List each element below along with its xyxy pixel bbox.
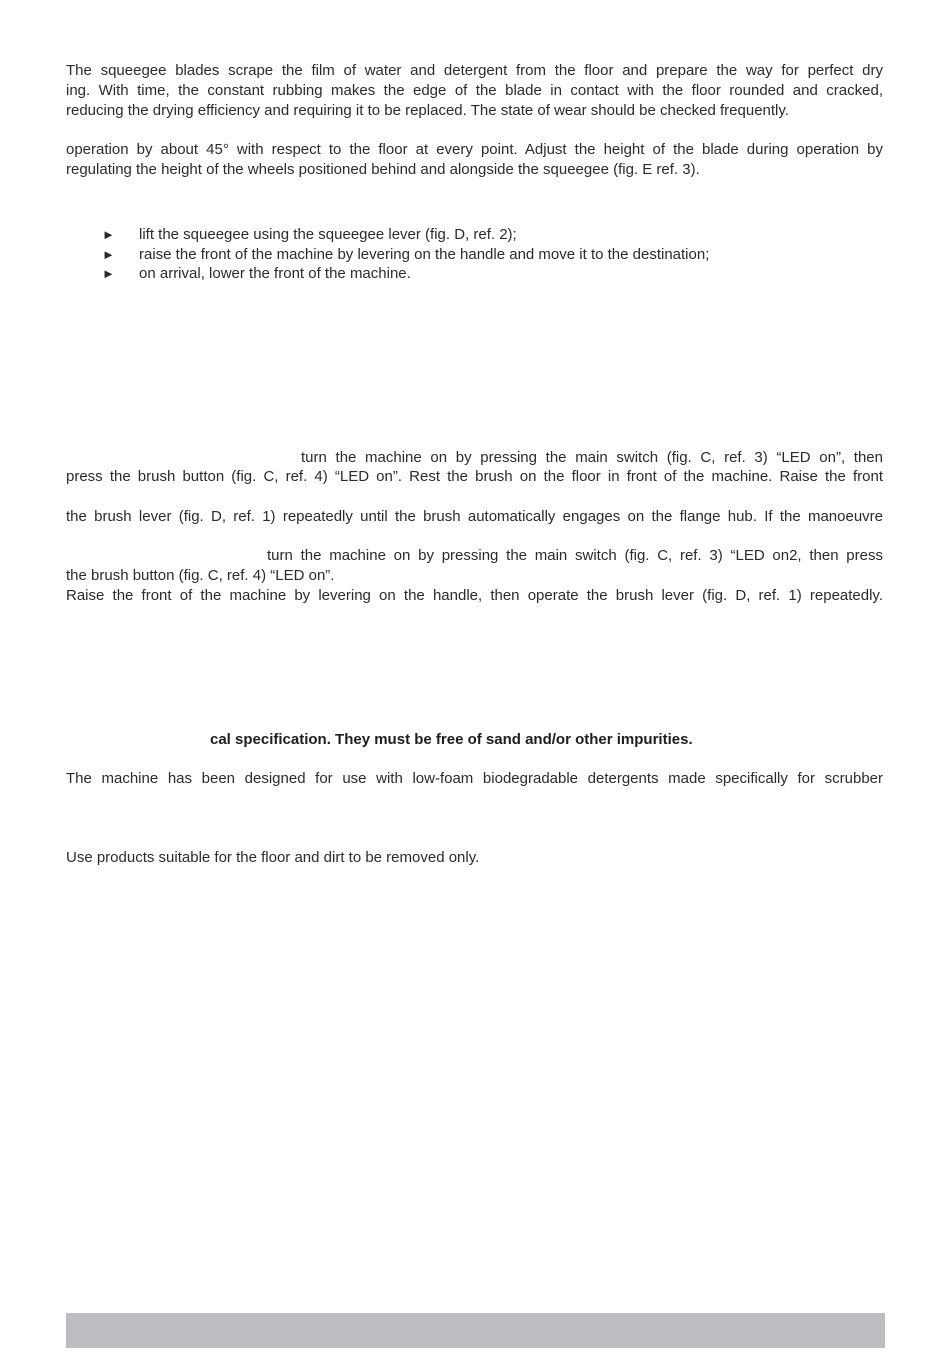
text-line: operation by about 45° with respect to the floor at every point. Adjust the height of the blade during operation by [66,141,883,158]
text-line: press the brush button (fig. C, ref. 4) “LED on”. Rest the brush on the floor in front of the machine. Raise the front [66,468,883,485]
list-item-text: raise the front of the machine by levering on the handle and move it to the destination; [139,246,710,263]
text-line: ing. With time, the constant rubbing makes the edge of the blade in contact with the floor rounded and cracked, [66,82,883,99]
bullet-arrow-icon: ► [102,247,115,262]
bullet-arrow-icon: ► [102,227,115,242]
text-line: The squeegee blades scrape the film of water and detergent from the floor and prepare the way for perfect dry [66,62,883,79]
text-line: turn the machine on by pressing the main switch (fig. C, ref. 3) “LED on2, then press [267,547,883,564]
text-line: regulating the height of the wheels positioned behind and alongside the squeegee (fig. E ref. 3). [66,161,700,178]
text-line: turn the machine on by pressing the main switch (fig. C, ref. 3) “LED on”, then [301,449,883,466]
text-line: Raise the front of the machine by levering on the handle, then operate the brush lever (fig. D, ref. 1) repeatedly. [66,587,883,604]
list-item [102,245,709,265]
list-item [102,225,517,245]
text-line: The machine has been designed for use with low-foam biodegradable detergents made specifically for scrubber [66,770,883,787]
list-item [102,264,411,284]
footer-band [66,1313,885,1348]
list-item-text: lift the squeegee using the squeegee lever (fig. D, ref. 2); [139,226,517,243]
text-line: the brush button (fig. C, ref. 4) “LED on”. [66,567,335,584]
text-line-bold: cal specification. They must be free of sand and/or other impurities. [210,731,693,748]
bullet-arrow-icon: ► [102,266,115,281]
text-line: reducing the drying efficiency and requiring it to be replaced. The state of wear should be checked frequently. [66,102,789,119]
text-line: the brush lever (fig. D, ref. 1) repeatedly until the brush automatically engages on the flange hub. If the manoeuvre [66,508,883,525]
text-line: Use products suitable for the floor and dirt to be removed only. [66,849,480,866]
list-item-text: on arrival, lower the front of the machine. [139,265,411,282]
